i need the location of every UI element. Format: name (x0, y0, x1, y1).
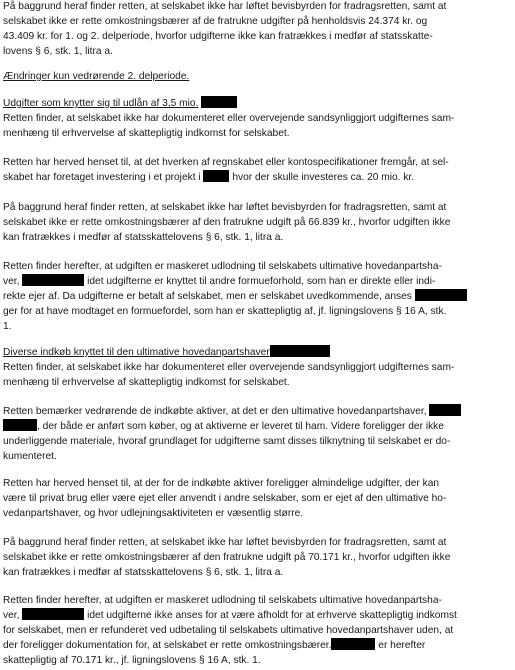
text-line: skattepligtig af 70.171 kr., jf. ligningslovens § 16 A, stk. 1. (3, 655, 261, 666)
text-line: lovens § 6, stk. 1, litra a. (3, 46, 113, 57)
text-line: Retten finder, at selskabet ikke har dokumenteret eller overvejende sandsynliggjort udgifternes sam- (3, 362, 455, 373)
redaction-block (201, 96, 237, 108)
text-line: ger for at have modtaget en formuefordel, som han er skattepligtig af, jf. ligningslovens § 16 A, stk. (3, 306, 447, 317)
text-line: Retten finder herefter, at udgiften er maskeret udlodning til selskabets ultimative hovedanpartsha- (3, 261, 442, 272)
redaction-block (270, 345, 330, 357)
text-line: kan fratrækkes i medfør af statsskattelovens § 6, stk. 1, litra a. (3, 567, 284, 578)
redaction-block (415, 289, 467, 301)
redaction-block (22, 274, 84, 286)
paragraph-burden-of-proof-3 (3, 535, 513, 580)
text-line: 1. (3, 321, 12, 332)
text-line: for selskabet, men er refunderet ved udbetaling til selskabets ultimative hovedanpartshaver uden, at (3, 625, 454, 636)
text-span: rekte ejer af. Da udgifterne er betalt af selskabet, men er selskabet uvedkommende, anses (3, 291, 412, 302)
text-line: menhæng til erhvervelse af skattepligtig indkomst for selskabet. (3, 377, 290, 388)
paragraph-masked-distribution-2 (3, 593, 513, 668)
text-span: Retten bemærker vedrørende de indkøbte aktiver, at det er den ultimative hovedanpartshaver, (3, 406, 427, 417)
paragraph-burden-of-proof-2 (3, 200, 513, 245)
text-span: idet udgifterne er knyttet til andre formueforhold, som han er direkte eller indi- (87, 276, 436, 287)
redaction-block (3, 419, 37, 431)
text-span: hvor der skulle investeres ca. 20 mio. kr. (232, 172, 415, 183)
text-span: skabet har foretaget investering i et projekt i (3, 172, 201, 183)
text-line: vedanpartshaver, og hvor udlejningsaktiviteten er væsentlig større. (3, 508, 304, 519)
text-span: ver, (3, 610, 20, 621)
redaction-block (429, 404, 461, 416)
text-span: er herefter (378, 640, 426, 651)
section-loan (3, 96, 513, 141)
text-line: være til privat brug eller være ejet eller anvendt i andre selskaber, som er ejet af den ultimative ho- (3, 493, 447, 504)
text-line: underliggende materiale, hvoraf grundlaget for udgifterne samt disses tilknytning til selskabet er do- (3, 436, 451, 447)
redaction-block (331, 638, 375, 650)
paragraph-masked-distribution-1 (3, 259, 513, 334)
paragraph-purchased-assets (3, 404, 513, 464)
text-line: På baggrund heraf finder retten, at selskabet ikke har løftet bevisbyrden for fradragsretten, samt at (3, 1, 447, 12)
text-line: Retten har herved henset til, at det hverken af regnskabet eller kontospecifikationer fremgår, at sel- (3, 157, 449, 168)
text-span: idet udgifterne ikke anses for at være afholdt for at erhverve skattepligtig indkomst (87, 610, 457, 621)
redaction-block (22, 608, 84, 620)
section-heading: Udgifter som knytter sig til udlån af 3,5 mio. (3, 98, 199, 109)
text-span: , der både er anført som køber, og at aktiverne er leveret til ham. Videre foreligger der ikke (37, 421, 444, 432)
section-heading: Ændringer kun vedrørende 2. delperiode. (3, 71, 190, 82)
text-line: På baggrund heraf finder retten, at selskabet ikke har løftet bevisbyrden for fradragsretten, samt at (3, 202, 447, 213)
text-span: ver, (3, 276, 20, 287)
heading-changes (3, 69, 513, 84)
paragraph-burden-of-proof-1 (3, 0, 513, 59)
paragraph-private-use (3, 476, 513, 521)
text-line: Retten har herved henset til, at der for de indkøbte aktiver foreligger almindelige udgifter, der kan (3, 478, 440, 489)
paragraph-investment (3, 155, 513, 185)
redaction-block (203, 170, 229, 182)
text-line: selskabet ikke er rette omkostningsbærer af den fratrukne udgift på 66.839 kr., hvorfor udgiften ikke (3, 217, 451, 228)
text-line: kan fratrækkes i medfør af statsskattelovens § 6, stk. 1, litra a. (3, 232, 284, 243)
text-span: der foreligger dokumentation for, at selskabet er rette omkostningsbærer. (3, 640, 332, 651)
text-line: På baggrund heraf finder retten, at selskabet ikke har løftet bevisbyrden for fradragsretten, samt at (3, 537, 447, 548)
section-purchases (3, 345, 513, 390)
text-line: Retten finder herefter, at udgiften er maskeret udlodning til selskabets ultimative hovedanpartsha- (3, 595, 442, 606)
text-line: kumenteret. (3, 451, 57, 462)
text-line: selskabet ikke er rette omkostningsbærer af den fratrukne udgift på 70.171 kr., hvorfor udgiften ikke (3, 552, 451, 563)
text-line: 43.409 kr. for 1. og 2. delperiode, hvorfor udgifterne ikke kan fratrækkes i medfør af statsskatte- (3, 31, 433, 42)
section-heading: Diverse indkøb knyttet til den ultimative hovedanpartshaver (3, 347, 270, 358)
text-line: selskabet ikke er rette omkostningsbærer af de fratrukne udgifter på henholdsvis 24.374 kr. og (3, 16, 428, 27)
text-line: Retten finder, at selskabet ikke har dokumenteret eller overvejende sandsynliggjort udgifternes sam- (3, 113, 455, 124)
text-line: menhæng til erhvervelse af skattepligtig indkomst for selskabet. (3, 128, 290, 139)
